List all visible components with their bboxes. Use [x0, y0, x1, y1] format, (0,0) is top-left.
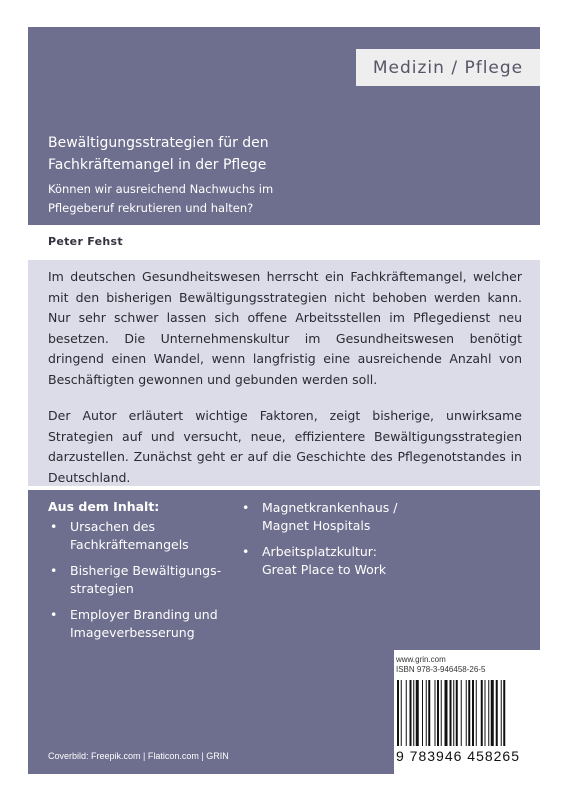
description-paragraph-1: Im deutschen Gesundheitswesen herrscht ein Fachkräftemangel, welcher mit den bisherigen Bewältigungsstrategien nicht behoben werden kann. Nur sehr schwer lassen sich offene Arbeitsstellen im Pflegedienst neu besetzen. Die Unternehmenskultur im Gesundheitswesen benötigt dringend einen Wandel, wenn langfristig eine ausreichende Anzahl von Beschäftigten gewonnen und gebunden werden soll. — [48, 269, 522, 387]
barcode-icon — [396, 680, 534, 746]
list-item-line: Ursachen des — [70, 519, 155, 534]
title-block — [48, 132, 518, 218]
bullet-icon: • — [242, 500, 250, 515]
book-subtitle — [48, 180, 518, 218]
contents-list-left — [48, 518, 228, 650]
list-item — [240, 543, 430, 579]
barcode-digits: 9 783946 458265 — [396, 748, 520, 764]
category-label: Medizin / Pflege — [356, 49, 540, 86]
isbn-label: ISBN 978-3-946458-26-5 — [396, 665, 486, 674]
list-item — [48, 562, 228, 598]
list-item-line: Magnetkrankenhaus / — [262, 500, 398, 515]
list-item — [48, 606, 228, 642]
description-paragraph-2: Der Autor erläutert wichtige Faktoren, zeigt bisherige, unwirksame Strategien auf und versucht, neue, effizientere Bewältigungsstrategien darzustellen. Zunächst geht er auf die Geschichte des Pflegenotstandes in Deutschland. — [48, 408, 522, 485]
publisher-website: www.grin.com — [396, 655, 446, 664]
list-item-line: Great Place to Work — [262, 562, 387, 577]
author-name: Peter Fehst — [48, 235, 123, 248]
book-subtitle-line-1: Können wir ausreichend Nachwuchs im — [48, 182, 274, 196]
bullet-icon: • — [242, 544, 250, 559]
list-item — [48, 518, 228, 554]
list-item — [240, 499, 430, 535]
contents-heading: Aus dem Inhalt: — [48, 499, 160, 514]
contents-list-right — [240, 499, 430, 587]
bullet-icon: • — [50, 563, 58, 578]
list-item-line: Arbeitsplatzkultur: — [262, 544, 377, 559]
list-item-line: Imageverbesserung — [70, 625, 195, 640]
bullet-icon: • — [50, 519, 58, 534]
list-item-line: Bisherige Bewältigungs- — [70, 563, 222, 578]
list-item-line: Employer Branding und — [70, 607, 218, 622]
list-item-line: Magnet Hospitals — [262, 518, 371, 533]
book-subtitle-line-2: Pflegeberuf rekrutieren und halten? — [48, 201, 254, 215]
cover-credit: Coverbild: Freepik.com | Flaticon.com | GRIN — [48, 751, 229, 761]
list-item-line: Fachkräftemangels — [70, 537, 189, 552]
list-item-line: strategien — [70, 581, 134, 596]
book-title-line-2: Fachkräftemangel in der Pflege — [48, 157, 267, 173]
bullet-icon: • — [50, 607, 58, 622]
book-title-line-1: Bewältigungsstrategien für den — [48, 135, 269, 151]
